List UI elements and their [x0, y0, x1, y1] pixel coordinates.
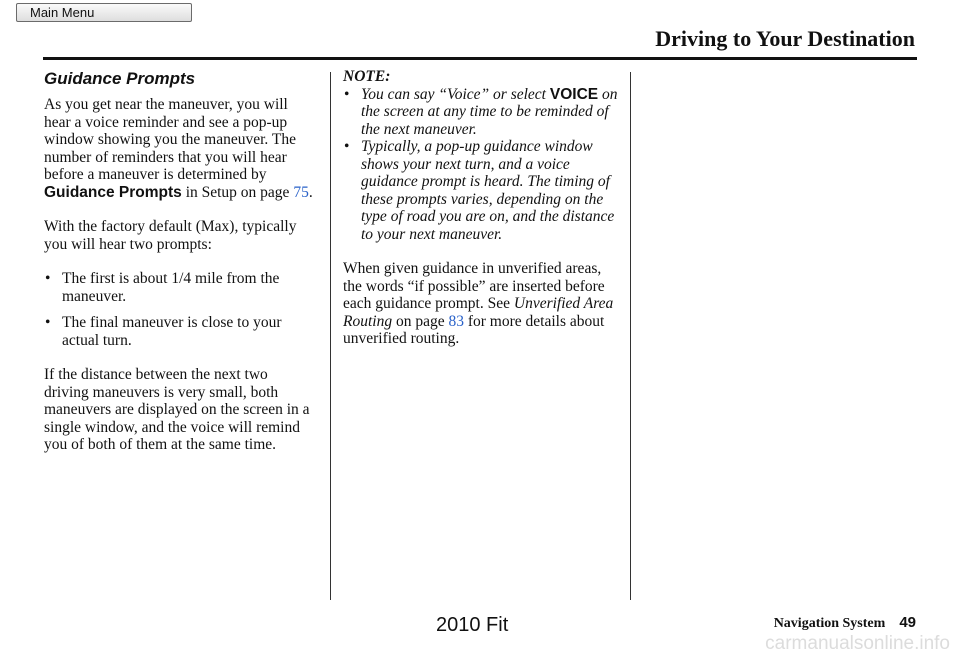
voice-term: VOICE [549, 85, 599, 103]
header-divider [43, 57, 917, 60]
page-83-link[interactable]: 83 [448, 312, 464, 330]
column-divider-left [330, 72, 331, 600]
prompt-list [44, 270, 316, 349]
footer-nav [774, 614, 916, 632]
note-list [343, 86, 623, 244]
intro-period: . [308, 183, 313, 201]
intro-text: As you get near the maneuver, you will hear a voice reminder and see a pop-up window showing you the maneuver. The number of reminders that you will hear before a maneuver is determined by [44, 96, 296, 183]
list-item: • Typically, a pop-up guidance window shows your next turn, and a voice guidance prompt is heard. The timing of these prompts varies, depending on the type of road you are on, and the distance to your next maneuver. [343, 138, 623, 243]
main-menu-button[interactable]: Main Menu [16, 3, 192, 22]
note1-text: You can say “Voice” or select [361, 85, 550, 103]
guidance-prompts-term: Guidance Prompts [44, 183, 182, 201]
column-divider-right [630, 72, 631, 600]
section-heading: Guidance Prompts [44, 69, 196, 88]
intro-text-after: in Setup on page [181, 183, 294, 201]
page-75-link[interactable]: 75 [293, 183, 309, 201]
unverified-paragraph [343, 260, 623, 348]
intro-paragraph [44, 96, 316, 201]
note-label: NOTE: [343, 68, 391, 85]
unverified-routing-ref: Unverified Area Routing [343, 295, 614, 330]
list-item [343, 86, 623, 139]
default-paragraph: With the factory default (Max), typically you will hear two prompts: [44, 218, 297, 253]
left-column [44, 68, 316, 471]
footer-model: 2010 Fit [436, 614, 509, 636]
footer-label: Navigation System [773, 616, 886, 631]
watermark: carmanualsonline.info [765, 633, 950, 654]
unverified-text-after: for more details about unverified routing. [343, 312, 605, 347]
distance-paragraph: If the distance between the next two driving maneuvers is very small, both maneuvers are displayed on the screen in a single window, and the voice will remind you of both of them at the same time. [44, 366, 310, 453]
page-title: Driving to Your Destination [655, 26, 915, 51]
unverified-text-mid: on page [392, 312, 449, 330]
list-item: • The final maneuver is close to your actual turn. [44, 314, 316, 349]
unverified-text: When given guidance in unverified areas, the words “if possible” are inserted before each guidance prompt. See [343, 260, 605, 312]
middle-column [343, 68, 623, 365]
page-number: 49 [899, 614, 916, 631]
note1-text-after: on the screen at any time to be reminded of the next maneuver. [361, 85, 618, 138]
list-item: • The first is about 1/4 mile from the maneuver. [44, 270, 316, 305]
